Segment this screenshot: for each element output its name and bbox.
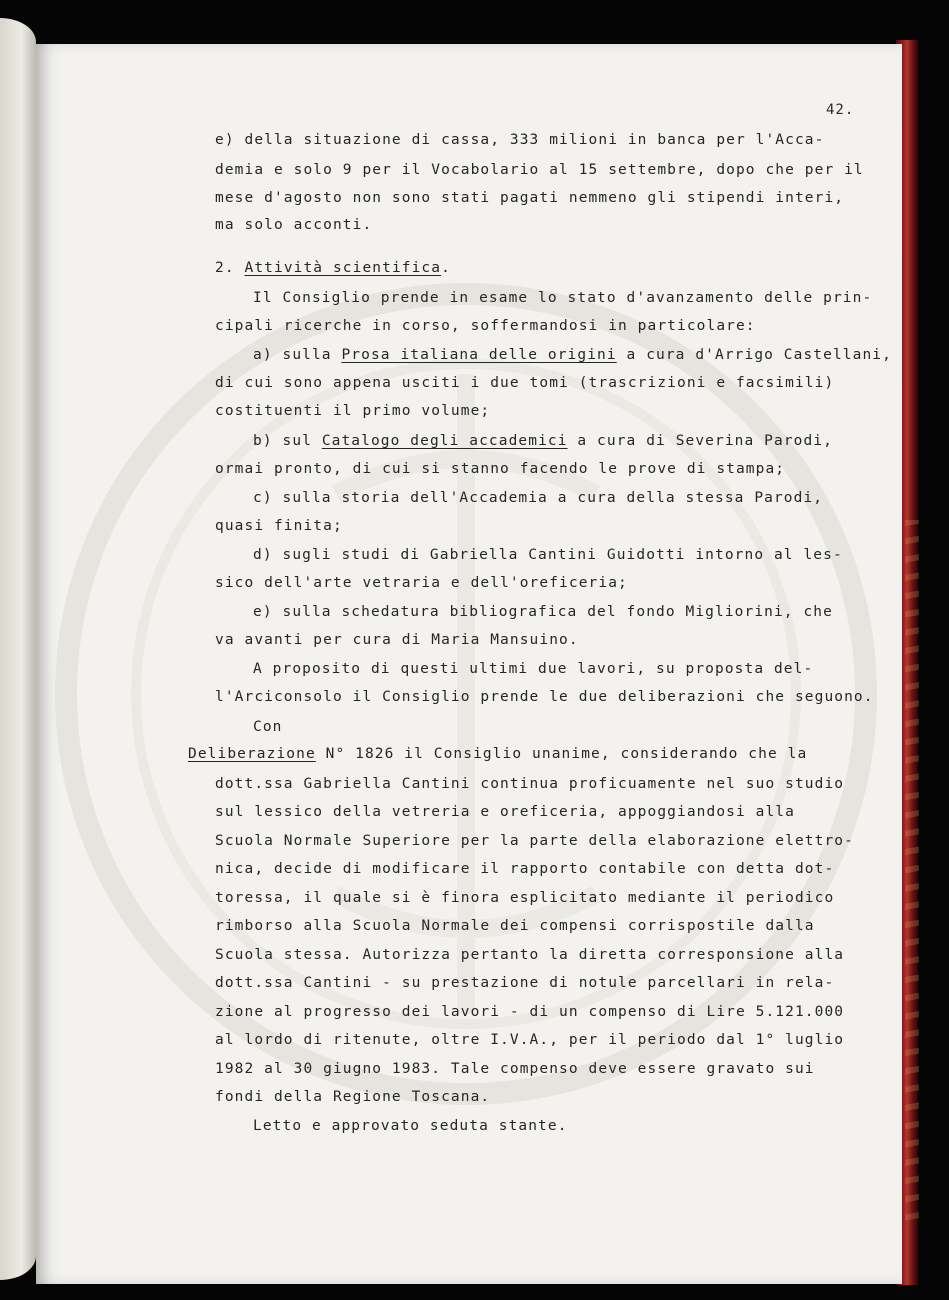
text-line: Scuola Normale Superiore per la parte della elaborazione elettro- — [215, 833, 854, 849]
item-b-rest: a cura di Severina Parodi, — [567, 433, 833, 449]
page-number: 42. — [826, 102, 855, 118]
deliberation-label: Deliberazione — [188, 746, 316, 762]
text-line: demia e solo 9 per il Vocabolario al 15 settembre, dopo che per il — [215, 162, 864, 178]
text-line: Con — [253, 719, 283, 735]
text-line: di cui sono appena usciti i due tomi (trascrizioni e facsimili) — [215, 375, 835, 391]
text-line: costituenti il primo volume; — [215, 403, 491, 419]
text-line: c) sulla storia dell'Accademia a cura della stessa Parodi, — [253, 490, 824, 506]
section-heading — [215, 260, 451, 276]
text-line: dott.ssa Gabriella Cantini continua proficuamente nel suo studio — [215, 776, 845, 792]
text-line: va avanti per cura di Maria Mansuino. — [215, 632, 579, 648]
section-title: Attività scientifica — [244, 260, 442, 276]
text-line: fondi della Regione Toscana. — [215, 1089, 491, 1105]
text-line: toressa, il quale si è finora esplicitato mediante il periodico — [215, 890, 835, 906]
text-line: sul lessico della vetreria e oreficeria, appoggiandosi alla — [215, 804, 795, 820]
text-line: cipali ricerche in corso, soffermandosi in particolare: — [215, 318, 756, 334]
text-line: nica, decide di modificare il rapporto contabile con detta dot- — [215, 861, 835, 877]
section-number: 2. — [215, 260, 245, 276]
work-title-catalogo: Catalogo degli accademici — [321, 433, 568, 449]
text-line: quasi finita; — [215, 518, 343, 534]
text-line: rimborso alla Scuola Normale dei compensi corrispostile dalla — [215, 918, 815, 934]
text-line — [253, 433, 833, 449]
text-line: ma solo acconti. — [215, 217, 373, 233]
text-line: dott.ssa Cantini - su prestazione di notule parcellari in rela- — [215, 975, 835, 991]
text-line — [253, 347, 892, 363]
text-line: l'Arciconsolo il Consiglio prende le due deliberazioni che seguono. — [215, 689, 874, 705]
section-title-period: . — [441, 260, 451, 276]
text-line: ormai pronto, di cui si stanno facendo le prove di stampa; — [215, 461, 786, 477]
text-line: sico dell'arte vetraria e dell'oreficeria; — [215, 575, 628, 591]
text-line: 1982 al 30 giugno 1983. Tale compenso deve essere gravato sui — [215, 1061, 815, 1077]
text-line: e) sulla schedatura bibliografica del fondo Migliorini, che — [253, 604, 833, 620]
text-line: zione al progresso dei lavori - di un compenso di Lire 5.121.000 — [215, 1004, 845, 1020]
text-line: d) sugli studi di Gabriella Cantini Guidotti intorno al les- — [253, 547, 843, 563]
facing-page-edge — [0, 18, 36, 1280]
item-a-rest: a cura d'Arrigo Castellani, — [616, 347, 892, 363]
item-a-label: a) sulla — [253, 347, 342, 363]
text-line: e) della situazione di cassa, 333 milioni in banca per l'Acca- — [215, 132, 825, 148]
deliberation-intro: N° 1826 il Consiglio unanime, considerando che la — [315, 746, 808, 762]
marbled-cover-edge — [905, 520, 919, 1220]
item-b-label: b) sul — [253, 433, 322, 449]
text-line: A proposito di questi ultimi due lavori, su proposta del- — [253, 661, 814, 677]
text-line: mese d'agosto non sono stati pagati nemmeno gli stipendi interi, — [215, 190, 845, 206]
document-page — [36, 44, 902, 1284]
text-line: Scuola stessa. Autorizza pertanto la diretta corresponsione alla — [215, 947, 845, 963]
text-line: Letto e approvato seduta stante. — [253, 1118, 568, 1134]
text-line — [188, 746, 807, 762]
document-body — [36, 44, 902, 1284]
work-title-prosa: Prosa italiana delle origini — [341, 347, 617, 363]
text-line: al lordo di ritenute, oltre I.V.A., per il periodo dal 1° luglio — [215, 1032, 845, 1048]
text-line: Il Consiglio prende in esame lo stato d'avanzamento delle prin- — [253, 290, 873, 306]
